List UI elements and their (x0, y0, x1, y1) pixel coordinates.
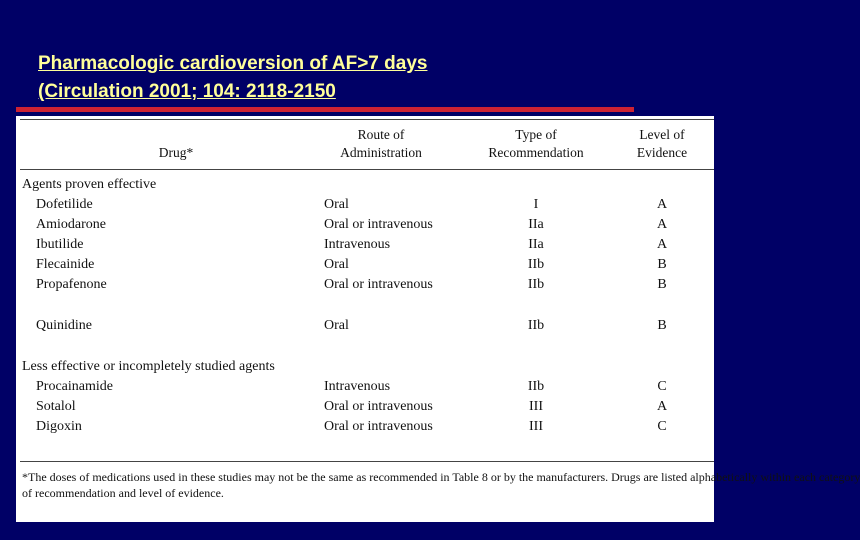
route-cell: Oral or intravenous (324, 217, 433, 232)
type-cell: III (529, 419, 543, 434)
level-cell: A (656, 237, 668, 252)
header-drug: Drug* (158, 145, 194, 160)
header-route-line-1: Route of (357, 127, 405, 142)
table-bottom-rule (20, 461, 714, 462)
level-cell: A (656, 197, 668, 212)
header-level (622, 126, 702, 162)
drug-cell: Amiodarone (36, 217, 106, 232)
level-cell: B (657, 257, 667, 272)
route-cell: Oral (324, 257, 349, 272)
section-heading-proven: Agents proven effective (22, 177, 157, 192)
type-cell: I (533, 197, 539, 212)
level-cell: B (657, 277, 667, 292)
drug-cell: Ibutilide (36, 237, 84, 252)
header-level-line-1: Level of (639, 127, 685, 142)
route-cell: Oral (324, 197, 349, 212)
section-heading-less-effective: Less effective or incompletely studied agents (22, 359, 275, 374)
level-cell: A (656, 399, 668, 414)
level-cell: C (657, 419, 667, 434)
type-cell: III (529, 399, 543, 414)
footnote-line-2: of recommendation and level of evidence. (22, 486, 224, 500)
level-cell: C (657, 379, 667, 394)
title-underline-bar (16, 107, 634, 112)
table-top-rule (20, 119, 714, 120)
route-cell: Intravenous (324, 379, 391, 394)
header-bottom-rule (20, 169, 714, 170)
type-cell: IIb (527, 379, 545, 394)
type-cell: IIb (527, 318, 545, 333)
route-cell: Oral or intravenous (324, 419, 433, 434)
drug-cell: Flecainide (36, 257, 95, 272)
drug-cell: Procainamide (36, 379, 113, 394)
drug-cell: Dofetilide (36, 197, 93, 212)
type-cell: IIa (528, 237, 544, 252)
slide-title (38, 50, 427, 106)
route-cell: Oral or intravenous (324, 399, 433, 414)
route-cell: Oral or intravenous (324, 277, 433, 292)
title-line-2: (Circulation 2001; 104: 2118-2150 (38, 81, 336, 102)
drug-cell: Sotalol (36, 399, 76, 414)
header-route (316, 126, 446, 162)
type-cell: IIa (528, 217, 544, 232)
header-route-line-2: Administration (340, 145, 422, 160)
table-panel (16, 116, 860, 522)
title-line-1: Pharmacologic cardioversion of AF>7 days (38, 53, 428, 74)
type-cell: IIb (527, 257, 545, 272)
level-cell: A (656, 217, 668, 232)
header-type-line-1: Type of (515, 127, 557, 142)
route-cell: Oral (324, 318, 349, 333)
table-footnote (22, 469, 860, 501)
level-cell: B (657, 318, 667, 333)
header-type (471, 126, 601, 162)
drug-cell: Propafenone (36, 277, 107, 292)
drug-cell: Quinidine (36, 318, 92, 333)
route-cell: Intravenous (324, 237, 391, 252)
header-level-line-2: Evidence (636, 145, 688, 160)
drug-cell: Digoxin (36, 419, 82, 434)
footnote-line-1: *The doses of medications used in these studies may not be the same as recommended in Table 8 or by the manufacturers. Drugs are listed alphabetically within each category (22, 470, 860, 484)
header-type-line-2: Recommendation (488, 145, 584, 160)
type-cell: IIb (527, 277, 545, 292)
